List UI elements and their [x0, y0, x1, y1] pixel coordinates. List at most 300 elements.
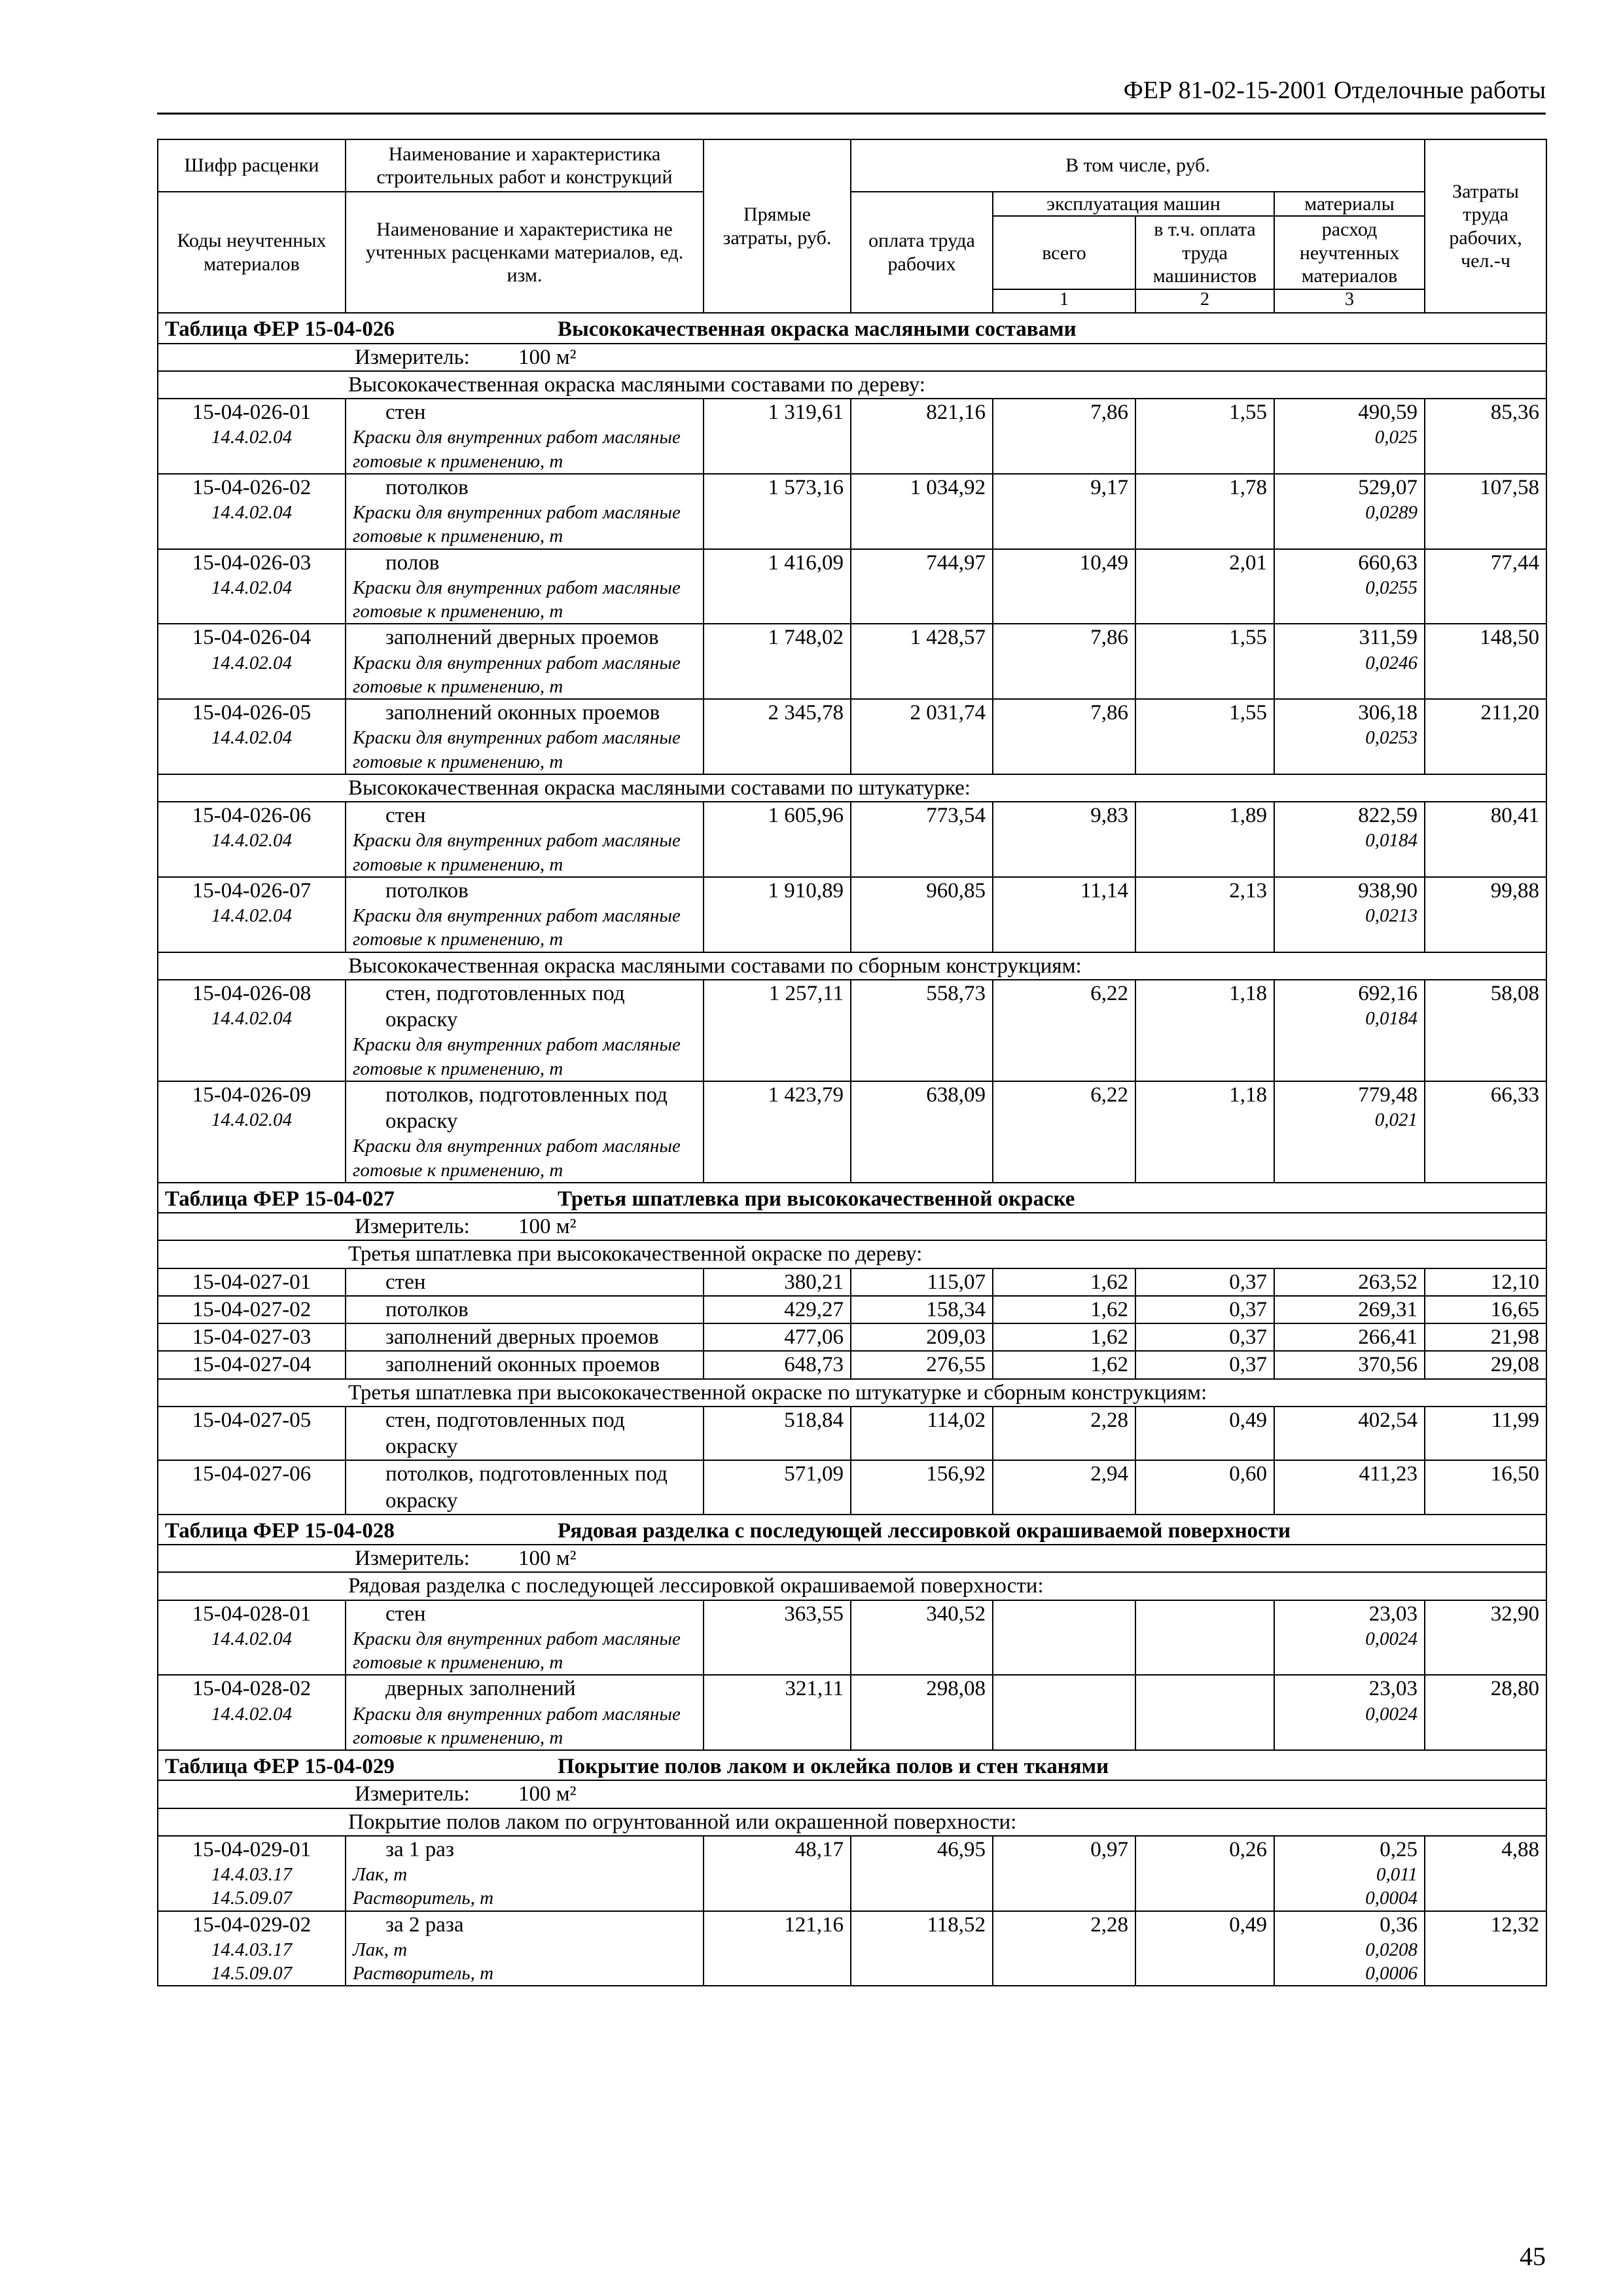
- col-mat-use: расход неучтенных материалов: [1274, 216, 1425, 289]
- material-code: 14.4.02.04: [211, 1008, 293, 1030]
- machines-labor: 1,55: [1135, 699, 1274, 774]
- table-row: [158, 1600, 1546, 1676]
- section-title: Рядовая разделка с последующей лессировкой окрашиваемой поверхности:: [158, 1572, 1546, 1600]
- direct-cost: 477,06: [704, 1323, 851, 1351]
- rate-name: заполнений дверных проемов: [385, 626, 659, 650]
- machines-labor: 1,18: [1135, 980, 1274, 1081]
- machines-labor: 1,18: [1135, 1081, 1274, 1183]
- labor-hours: 99,88: [1425, 877, 1546, 952]
- material-name: Лак, т: [353, 1864, 408, 1886]
- rate-code: 15-04-027-06: [192, 1462, 312, 1486]
- rate-name-cell: [346, 474, 704, 549]
- labor-hours: 211,20: [1425, 699, 1546, 774]
- col-materials: материалы: [1274, 192, 1425, 216]
- material-code: 14.4.03.17: [211, 1864, 293, 1886]
- meter-row: [158, 344, 1546, 371]
- direct-cost: 518,84: [704, 1407, 851, 1461]
- materials-cell: [1274, 699, 1425, 774]
- col-mach-total: всего: [993, 216, 1135, 289]
- rate-name: полов: [385, 550, 440, 575]
- table-title: [158, 1515, 1546, 1545]
- table-title-row: [158, 1515, 1546, 1545]
- machines-labor: 0,37: [1135, 1296, 1274, 1323]
- table-number: Таблица ФЕР 15-04-026: [165, 317, 395, 342]
- rate-code-cell: [158, 699, 346, 774]
- machines-labor: 1,55: [1135, 399, 1274, 474]
- direct-cost: 1 257,11: [704, 980, 851, 1081]
- direct-cost: 380,21: [704, 1268, 851, 1296]
- labor-cost: 744,97: [851, 549, 993, 624]
- machines-total: [993, 1675, 1135, 1750]
- section-row: [158, 952, 1546, 980]
- meter-value: 100 м²: [518, 345, 577, 369]
- rate-name-cell: [346, 399, 704, 474]
- materials-value: 0,25: [1380, 1837, 1418, 1861]
- rate-name-cell: [346, 877, 704, 952]
- rate-code: 15-04-027-01: [192, 1270, 312, 1294]
- machines-total: 6,22: [993, 1081, 1135, 1183]
- material-name: Краски для внутренних работ масляные готовые к применению, т: [353, 1136, 681, 1181]
- section-row: [158, 371, 1546, 399]
- rate-name: стен: [385, 1602, 426, 1626]
- rate-code: 15-04-027-02: [192, 1297, 312, 1321]
- table-row: [158, 1836, 1546, 1911]
- col-name-top: Наименование и характеристика строительных работ и конструкций: [346, 139, 704, 192]
- col-labor: оплата труда рабочих: [851, 192, 993, 313]
- labor-cost: 209,03: [851, 1323, 993, 1351]
- machines-total: 1,62: [993, 1323, 1135, 1351]
- material-name: Краски для внутренних работ масляные готовые к применению, т: [353, 830, 681, 875]
- rate-code-cell: [158, 1836, 346, 1911]
- materials-value: 23,03: [1368, 1602, 1418, 1626]
- machines-total: 10,49: [993, 549, 1135, 624]
- rate-code-cell: [158, 1296, 346, 1323]
- rate-code: 15-04-027-05: [192, 1408, 312, 1432]
- materials-cell: [1274, 1600, 1425, 1676]
- materials-cell: [1274, 1836, 1425, 1911]
- section-title: Высококачественная окраска масляными составами по сборным конструкциям:: [158, 952, 1546, 980]
- materials-value: 779,48: [1358, 1083, 1418, 1107]
- table-name: Третья шпатлевка при высококачественной окраске: [558, 1187, 1075, 1211]
- rate-code: 15-04-027-03: [192, 1325, 312, 1350]
- col-incl: В том числе, руб.: [851, 139, 1425, 192]
- col-number: 1: [993, 289, 1135, 313]
- material-qty: 0,0246: [1365, 652, 1418, 673]
- machines-labor: 0,37: [1135, 1323, 1274, 1351]
- materials-cell: [1274, 1407, 1425, 1461]
- material-code: 14.4.02.04: [211, 905, 293, 927]
- direct-cost: 1 319,61: [704, 399, 851, 474]
- direct-cost: 1 748,02: [704, 624, 851, 699]
- meter: [158, 1545, 1546, 1572]
- material-name: Краски для внутренних работ масляные готовые к применению, т: [353, 905, 681, 950]
- materials-cell: [1274, 1351, 1425, 1378]
- material-name: Краски для внутренних работ масляные готовые к применению, т: [353, 502, 681, 547]
- meter-label: Измеритель:: [355, 345, 470, 369]
- meter-label: Измеритель:: [355, 1215, 470, 1239]
- rate-code: 15-04-028-01: [192, 1602, 312, 1626]
- direct-cost: 1 910,89: [704, 877, 851, 952]
- labor-hours: 148,50: [1425, 624, 1546, 699]
- materials-cell: [1274, 980, 1425, 1081]
- table-name: Покрытие полов лаком и оклейка полов и стен тканями: [558, 1755, 1109, 1779]
- section-title: Третья шпатлевка при высококачественной окраске по штукатурке и сборным конструкциям:: [158, 1379, 1546, 1407]
- rate-name: стен: [385, 1270, 426, 1294]
- meter-row: [158, 1780, 1546, 1808]
- labor-cost: 638,09: [851, 1081, 993, 1183]
- labor-hours: 12,10: [1425, 1268, 1546, 1296]
- material-code: 14.4.02.04: [211, 652, 293, 673]
- machines-labor: 1,89: [1135, 802, 1274, 877]
- machines-labor: 2,13: [1135, 877, 1274, 952]
- materials-value: 529,07: [1358, 475, 1418, 499]
- rate-name-cell: [346, 980, 704, 1081]
- rate-code: 15-04-026-07: [192, 878, 312, 903]
- material-qty: 0,011: [1376, 1864, 1418, 1886]
- rate-name-cell: [346, 1407, 704, 1461]
- material-code: 14.4.02.04: [211, 577, 293, 598]
- table-number: Таблица ФЕР 15-04-029: [165, 1755, 395, 1779]
- meter-row: [158, 1545, 1546, 1572]
- material-name: Краски для внутренних работ масляные готовые к применению, т: [353, 652, 681, 697]
- materials-cell: [1274, 1268, 1425, 1296]
- material-qty: 0,0024: [1365, 1703, 1418, 1725]
- direct-cost: 429,27: [704, 1296, 851, 1323]
- labor-hours: 4,88: [1425, 1836, 1546, 1911]
- rate-name: заполнений оконных проемов: [385, 1353, 660, 1377]
- machines-total: 6,22: [993, 980, 1135, 1081]
- machines-labor: [1135, 1600, 1274, 1676]
- material-name: Краски для внутренних работ масляные готовые к применению, т: [353, 1034, 681, 1079]
- labor-hours: 16,50: [1425, 1460, 1546, 1515]
- labor-hours: 85,36: [1425, 399, 1546, 474]
- labor-hours: 80,41: [1425, 802, 1546, 877]
- rate-name: потолков, подготовленных под окраску: [385, 1083, 668, 1134]
- direct-cost: 648,73: [704, 1351, 851, 1378]
- material-name: Краски для внутренних работ масляные готовые к применению, т: [353, 1628, 681, 1674]
- table-row: [158, 699, 1546, 774]
- direct-cost: 1 416,09: [704, 549, 851, 624]
- rate-code-cell: [158, 1407, 346, 1461]
- rate-name: за 2 раза: [385, 1912, 464, 1937]
- labor-hours: 77,44: [1425, 549, 1546, 624]
- rate-name-cell: [346, 1081, 704, 1183]
- material-qty: 0,0253: [1365, 727, 1418, 749]
- machines-labor: 0,37: [1135, 1351, 1274, 1378]
- rate-code: 15-04-026-05: [192, 701, 312, 725]
- machines-total: 11,14: [993, 877, 1135, 952]
- table-title: [158, 1183, 1546, 1213]
- rates-table: [157, 139, 1547, 1986]
- table-number: Таблица ФЕР 15-04-028: [165, 1518, 395, 1543]
- materials-cell: [1274, 474, 1425, 549]
- materials-value: 692,16: [1358, 981, 1418, 1005]
- rate-code: 15-04-029-02: [192, 1912, 312, 1937]
- col-code-bottom: Коды неучтенных материалов: [158, 192, 346, 313]
- machines-labor: 0,49: [1135, 1911, 1274, 1986]
- machines-labor: 0,26: [1135, 1836, 1274, 1911]
- material-code: 14.4.02.04: [211, 1628, 293, 1649]
- rate-code: 15-04-026-09: [192, 1083, 312, 1107]
- materials-cell: [1274, 802, 1425, 877]
- machines-labor: [1135, 1675, 1274, 1750]
- materials-value: 306,18: [1358, 701, 1418, 725]
- material-qty: 0,021: [1374, 1109, 1418, 1131]
- materials-value: 23,03: [1368, 1677, 1418, 1701]
- direct-cost: 363,55: [704, 1600, 851, 1676]
- labor-cost: 960,85: [851, 877, 993, 952]
- material-qty: 0,0184: [1365, 1008, 1418, 1030]
- document-title: ФЕР 81-02-15-2001 Отделочные работы: [1123, 77, 1546, 104]
- rate-code-cell: [158, 1911, 346, 1986]
- machines-labor: 2,01: [1135, 549, 1274, 624]
- rate-name: за 1 раз: [385, 1837, 454, 1861]
- machines-labor: 0,49: [1135, 1407, 1274, 1461]
- table-row: [158, 1323, 1546, 1351]
- rate-name: потолков: [385, 1297, 469, 1321]
- labor-hours: 32,90: [1425, 1600, 1546, 1676]
- rate-code: 15-04-026-08: [192, 981, 312, 1005]
- machines-total: 7,86: [993, 399, 1135, 474]
- machines-total: 9,17: [993, 474, 1135, 549]
- rate-name: потолков, подготовленных под окраску: [385, 1462, 668, 1513]
- meter-label: Измеритель:: [355, 1547, 470, 1571]
- rate-name-cell: [346, 802, 704, 877]
- table-name: Рядовая разделка с последующей лессировкой окрашиваемой поверхности: [558, 1518, 1291, 1543]
- labor-cost: 156,92: [851, 1460, 993, 1515]
- materials-value: 411,23: [1359, 1462, 1418, 1486]
- material-name: Лак, т: [353, 1939, 408, 1960]
- machines-labor: 1,55: [1135, 624, 1274, 699]
- materials-cell: [1274, 1460, 1425, 1515]
- material-code: 14.4.02.04: [211, 502, 293, 524]
- rate-name-cell: [346, 1675, 704, 1750]
- rates-body: [158, 313, 1546, 1986]
- labor-cost: 114,02: [851, 1407, 993, 1461]
- section-title: Высококачественная окраска масляными составами по дереву:: [158, 371, 1546, 399]
- col-number: 3: [1274, 289, 1425, 313]
- section-title: Покрытие полов лаком по огрунтованной или окрашенной поверхности:: [158, 1808, 1546, 1836]
- materials-value: 0,36: [1380, 1912, 1418, 1937]
- rate-code: 15-04-026-04: [192, 626, 312, 650]
- direct-cost: 1 573,16: [704, 474, 851, 549]
- col-direct: Прямые затраты, руб.: [704, 139, 851, 313]
- table-row: [158, 1675, 1546, 1750]
- rate-code-cell: [158, 802, 346, 877]
- rate-name-cell: [346, 1460, 704, 1515]
- rate-code: 15-04-026-01: [192, 401, 312, 425]
- direct-cost: 1 605,96: [704, 802, 851, 877]
- materials-cell: [1274, 1296, 1425, 1323]
- labor-cost: 2 031,74: [851, 699, 993, 774]
- meter: [158, 344, 1546, 371]
- table-row: [158, 624, 1546, 699]
- table-row: [158, 1268, 1546, 1296]
- materials-value: 370,56: [1358, 1353, 1418, 1377]
- rate-name-cell: [346, 1911, 704, 1986]
- material-name: Краски для внутренних работ масляные готовые к применению, т: [353, 1703, 681, 1748]
- section-row: [158, 1379, 1546, 1407]
- labor-cost: 118,52: [851, 1911, 993, 1986]
- machines-total: 9,83: [993, 802, 1135, 877]
- rate-name: потолков: [385, 878, 469, 903]
- rate-code-cell: [158, 1675, 346, 1750]
- rate-name-cell: [346, 1323, 704, 1351]
- rate-code: 15-04-027-04: [192, 1353, 312, 1377]
- direct-cost: 48,17: [704, 1836, 851, 1911]
- direct-cost: 321,11: [704, 1675, 851, 1750]
- machines-total: 2,28: [993, 1407, 1135, 1461]
- materials-cell: [1274, 877, 1425, 952]
- labor-cost: 773,54: [851, 802, 993, 877]
- material-code: 14.4.02.04: [211, 830, 293, 852]
- materials-value: 266,41: [1358, 1325, 1418, 1350]
- material-code: 14.5.09.07: [211, 1963, 293, 1984]
- table-title-row: [158, 1183, 1546, 1213]
- machines-total: 0,97: [993, 1836, 1135, 1911]
- table-row: [158, 1081, 1546, 1183]
- rate-name-cell: [346, 624, 704, 699]
- table-row: [158, 474, 1546, 549]
- rate-code-cell: [158, 474, 346, 549]
- materials-value: 269,31: [1358, 1297, 1418, 1321]
- materials-value: 490,59: [1358, 401, 1418, 425]
- materials-cell: [1274, 549, 1425, 624]
- meter-value: 100 м²: [518, 1547, 577, 1571]
- materials-value: 660,63: [1358, 550, 1418, 575]
- meter: [158, 1780, 1546, 1808]
- machines-total: 7,86: [993, 624, 1135, 699]
- machines-labor: 0,60: [1135, 1460, 1274, 1515]
- table-row: [158, 1460, 1546, 1515]
- labor-hours: 21,98: [1425, 1323, 1546, 1351]
- labor-cost: 46,95: [851, 1836, 993, 1911]
- rate-name-cell: [346, 1600, 704, 1676]
- col-name-bottom: Наименование и характеристика не учтенных расценками материалов, ед. изм.: [346, 192, 704, 313]
- machines-total: 1,62: [993, 1296, 1135, 1323]
- labor-hours: 16,65: [1425, 1296, 1546, 1323]
- machines-total: [993, 1600, 1135, 1676]
- labor-cost: 298,08: [851, 1675, 993, 1750]
- rate-code: 15-04-026-02: [192, 475, 312, 499]
- table-row: [158, 877, 1546, 952]
- material-name: Краски для внутренних работ масляные готовые к применению, т: [353, 727, 681, 772]
- material-name: Краски для внутренних работ масляные готовые к применению, т: [353, 427, 681, 472]
- table-row: [158, 980, 1546, 1081]
- table-title: [158, 313, 1546, 343]
- rate-name: дверных заполнений: [385, 1677, 576, 1701]
- section-row: [158, 1572, 1546, 1600]
- meter: [158, 1213, 1546, 1240]
- labor-cost: 1 034,92: [851, 474, 993, 549]
- section-title: Третья шпатлевка при высококачественной окраске по дереву:: [158, 1240, 1546, 1268]
- labor-hours: 29,08: [1425, 1351, 1546, 1378]
- page-number: 45: [1520, 2242, 1546, 2271]
- col-hours: Затраты труда рабочих, чел.-ч: [1425, 139, 1546, 313]
- material-code: 14.4.03.17: [211, 1939, 293, 1960]
- table-row: [158, 549, 1546, 624]
- rate-code-cell: [158, 980, 346, 1081]
- material-qty: 0,025: [1374, 427, 1418, 448]
- material-qty: 0,0006: [1365, 1963, 1418, 1984]
- rate-name-cell: [346, 699, 704, 774]
- labor-cost: 158,34: [851, 1296, 993, 1323]
- labor-cost: 276,55: [851, 1351, 993, 1378]
- labor-hours: 12,32: [1425, 1911, 1546, 1986]
- rate-code-cell: [158, 877, 346, 952]
- material-qty: 0,0213: [1365, 905, 1418, 927]
- rate-name: заполнений оконных проемов: [385, 701, 660, 725]
- machines-total: 7,86: [993, 699, 1135, 774]
- rate-code-cell: [158, 1460, 346, 1515]
- labor-hours: 58,08: [1425, 980, 1546, 1081]
- materials-cell: [1274, 1911, 1425, 1986]
- materials-cell: [1274, 624, 1425, 699]
- section-row: [158, 1808, 1546, 1836]
- rate-code: 15-04-026-06: [192, 804, 312, 828]
- material-code: 14.4.02.04: [211, 727, 293, 749]
- material-code: 14.5.09.07: [211, 1888, 293, 1909]
- labor-cost: 340,52: [851, 1600, 993, 1676]
- document-header: [157, 76, 1546, 115]
- material-qty: 0,0208: [1365, 1939, 1418, 1960]
- material-qty: 0,0004: [1365, 1888, 1418, 1909]
- machines-total: 1,62: [993, 1351, 1135, 1378]
- rate-name: стен, подготовленных под окраску: [385, 981, 625, 1032]
- rate-code-cell: [158, 1268, 346, 1296]
- rate-name-cell: [346, 1296, 704, 1323]
- col-machines: эксплуатация машин: [993, 192, 1274, 216]
- machines-total: 1,62: [993, 1268, 1135, 1296]
- rate-code: 15-04-029-01: [192, 1837, 312, 1861]
- material-qty: 0,0024: [1365, 1628, 1418, 1649]
- meter-value: 100 м²: [518, 1215, 577, 1239]
- rate-code: 15-04-026-03: [192, 550, 312, 575]
- direct-cost: 1 423,79: [704, 1081, 851, 1183]
- rate-code-cell: [158, 549, 346, 624]
- table-row: [158, 1351, 1546, 1378]
- table-row: [158, 1911, 1546, 1986]
- materials-value: 263,52: [1358, 1270, 1418, 1294]
- material-qty: 0,0184: [1365, 830, 1418, 852]
- table-title-row: [158, 313, 1546, 343]
- machines-labor: 0,37: [1135, 1268, 1274, 1296]
- rate-name-cell: [346, 1351, 704, 1378]
- rate-code-cell: [158, 1600, 346, 1676]
- section-row: [158, 774, 1546, 802]
- table-title-row: [158, 1750, 1546, 1780]
- col-mach-labor: в т.ч. оплата труда машинистов: [1135, 216, 1274, 289]
- table-title: [158, 1750, 1546, 1780]
- table-row: [158, 1407, 1546, 1461]
- rate-name: стен, подготовленных под окраску: [385, 1408, 625, 1459]
- materials-cell: [1274, 399, 1425, 474]
- materials-cell: [1274, 1323, 1425, 1351]
- table-row: [158, 399, 1546, 474]
- labor-hours: 66,33: [1425, 1081, 1546, 1183]
- rate-code: 15-04-028-02: [192, 1677, 312, 1701]
- rate-name-cell: [346, 1268, 704, 1296]
- material-name: Растворитель, т: [353, 1963, 494, 1984]
- col-number: 2: [1135, 289, 1274, 313]
- direct-cost: 571,09: [704, 1460, 851, 1515]
- machines-total: 2,28: [993, 1911, 1135, 1986]
- rate-name: стен: [385, 401, 426, 425]
- machines-labor: 1,78: [1135, 474, 1274, 549]
- col-code-top: Шифр расценки: [158, 139, 346, 192]
- labor-cost: 558,73: [851, 980, 993, 1081]
- meter-row: [158, 1213, 1546, 1240]
